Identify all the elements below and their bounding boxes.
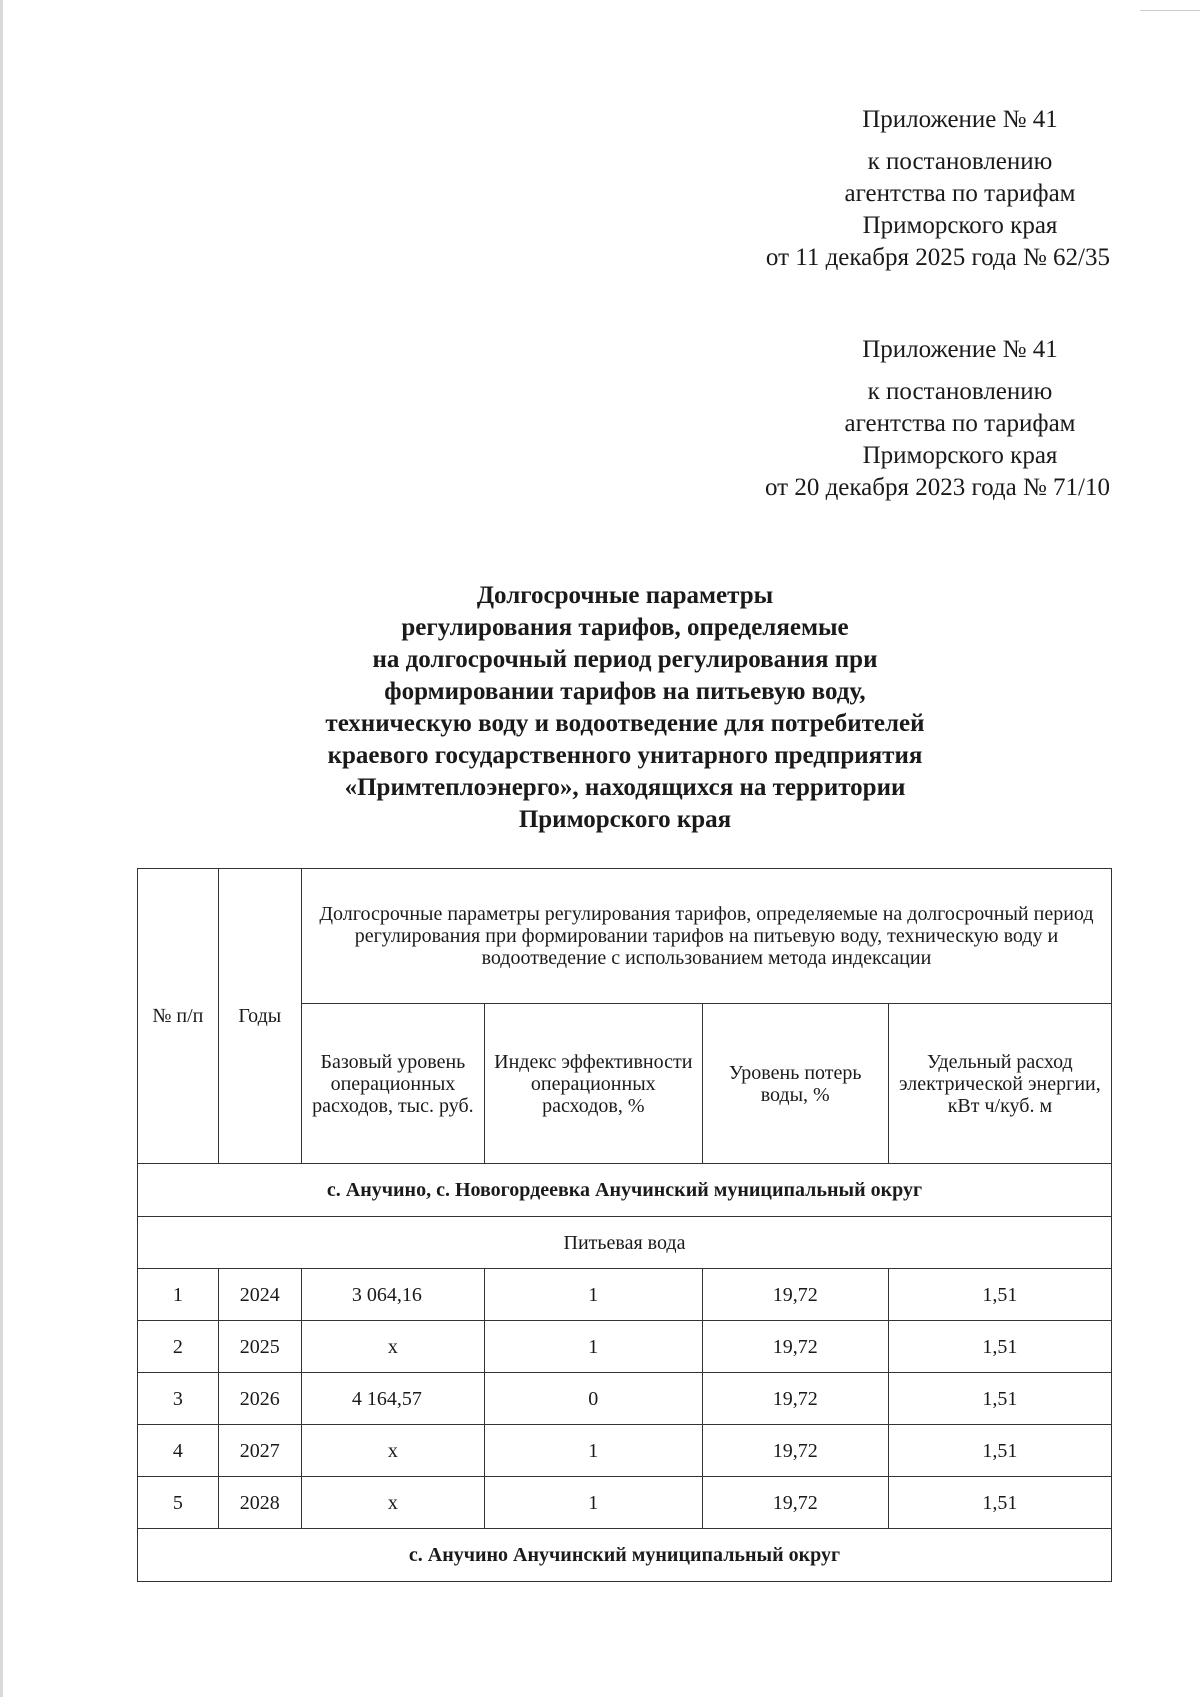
cell-num: 2 [138,1321,219,1373]
appendix-line: агентства по тарифам [844,410,1076,437]
cell-num: 3 [138,1373,219,1425]
cell-index: 0 [484,1373,702,1425]
header-efficiency-index: Индекс эффективности операционных расходов, % [484,1004,702,1164]
cell-year: 2026 [218,1373,301,1425]
cell-base: 4 164,57 [301,1373,484,1425]
title-line: формировании тарифов на питьевую воду, [384,678,866,705]
table-row [138,1477,1112,1529]
header-water-loss: Уровень потерь воды, % [702,1004,888,1164]
document-title [160,580,1090,836]
appendix-line: к постановлению [867,378,1053,405]
section-title: с. Анучино Анучинский муниципальный округ [138,1529,1112,1582]
cell-index: 1 [484,1321,702,1373]
section-row [138,1529,1112,1582]
appendix-line: агентства по тарифам [844,180,1076,207]
cell-index: 1 [484,1269,702,1321]
subsection-row [138,1217,1112,1269]
cell-base: x [301,1477,484,1529]
scan-mark [1140,10,1200,11]
title-line: Приморского края [518,806,732,833]
header-base-costs: Базовый уровень операционных расходов, тыс. руб. [301,1004,484,1164]
appendix-previous [690,334,1110,504]
title-line: Долгосрочные параметры [476,582,774,609]
cell-index: 1 [484,1425,702,1477]
cell-num: 5 [138,1477,219,1529]
title-line: на долгосрочный период регулирования при [372,646,878,673]
cell-loss: 19,72 [702,1425,888,1477]
cell-base: 3 064,16 [301,1269,484,1321]
title-line: краевого государственного унитарного предприятия [327,742,923,769]
cell-elec: 1,51 [888,1321,1111,1373]
cell-year: 2028 [218,1477,301,1529]
section-row [138,1164,1112,1217]
table-row [138,1269,1112,1321]
appendix-current [690,104,1110,274]
section-title: с. Анучино, с. Новогордеевка Анучинский муниципальный округ [138,1164,1112,1217]
appendix-number: Приложение № 41 [862,106,1058,133]
title-line: техническую воду и водоотведение для потребителей [325,710,925,737]
cell-loss: 19,72 [702,1477,888,1529]
cell-base: x [301,1425,484,1477]
header-number: № п/п [138,869,219,1164]
cell-loss: 19,72 [702,1321,888,1373]
cell-index: 1 [484,1477,702,1529]
cell-base: x [301,1321,484,1373]
cell-elec: 1,51 [888,1269,1111,1321]
appendix-number: Приложение № 41 [862,336,1058,363]
title-line: «Примтеплоэнерго», находящихся на территории [344,774,906,801]
cell-year: 2024 [218,1269,301,1321]
appendix-line: Приморского края [862,212,1058,239]
appendix-line: Приморского края [862,442,1058,469]
cell-num: 1 [138,1269,219,1321]
header-years: Годы [218,869,301,1164]
header-electricity: Удельный расход электрической энергии, кВт ч/куб. м [888,1004,1111,1164]
table-row [138,1425,1112,1477]
cell-year: 2025 [218,1321,301,1373]
appendix-date: от 20 декабря 2023 года № 71/10 [764,474,1110,501]
cell-loss: 19,72 [702,1373,888,1425]
cell-elec: 1,51 [888,1425,1111,1477]
scan-edge [0,0,3,1697]
header-group: Долгосрочные параметры регулирования тарифов, определяемые на долгосрочный период регулирования при формировании тарифов на питьевую воду, техническую воду и водоотведение с использованием метода индексации [301,869,1111,1004]
cell-elec: 1,51 [888,1477,1111,1529]
appendix-date: от 11 декабря 2025 года № 62/35 [765,244,1110,271]
cell-num: 4 [138,1425,219,1477]
cell-year: 2027 [218,1425,301,1477]
cell-loss: 19,72 [702,1269,888,1321]
subsection-title: Питьевая вода [138,1217,1112,1269]
appendix-line: к постановлению [867,148,1053,175]
cell-elec: 1,51 [888,1373,1111,1425]
parameters-table [137,868,1112,1582]
table-row [138,1373,1112,1425]
table-row [138,1321,1112,1373]
table-header-row [138,869,1112,1004]
title-line: регулирования тарифов, определяемые [401,614,849,641]
